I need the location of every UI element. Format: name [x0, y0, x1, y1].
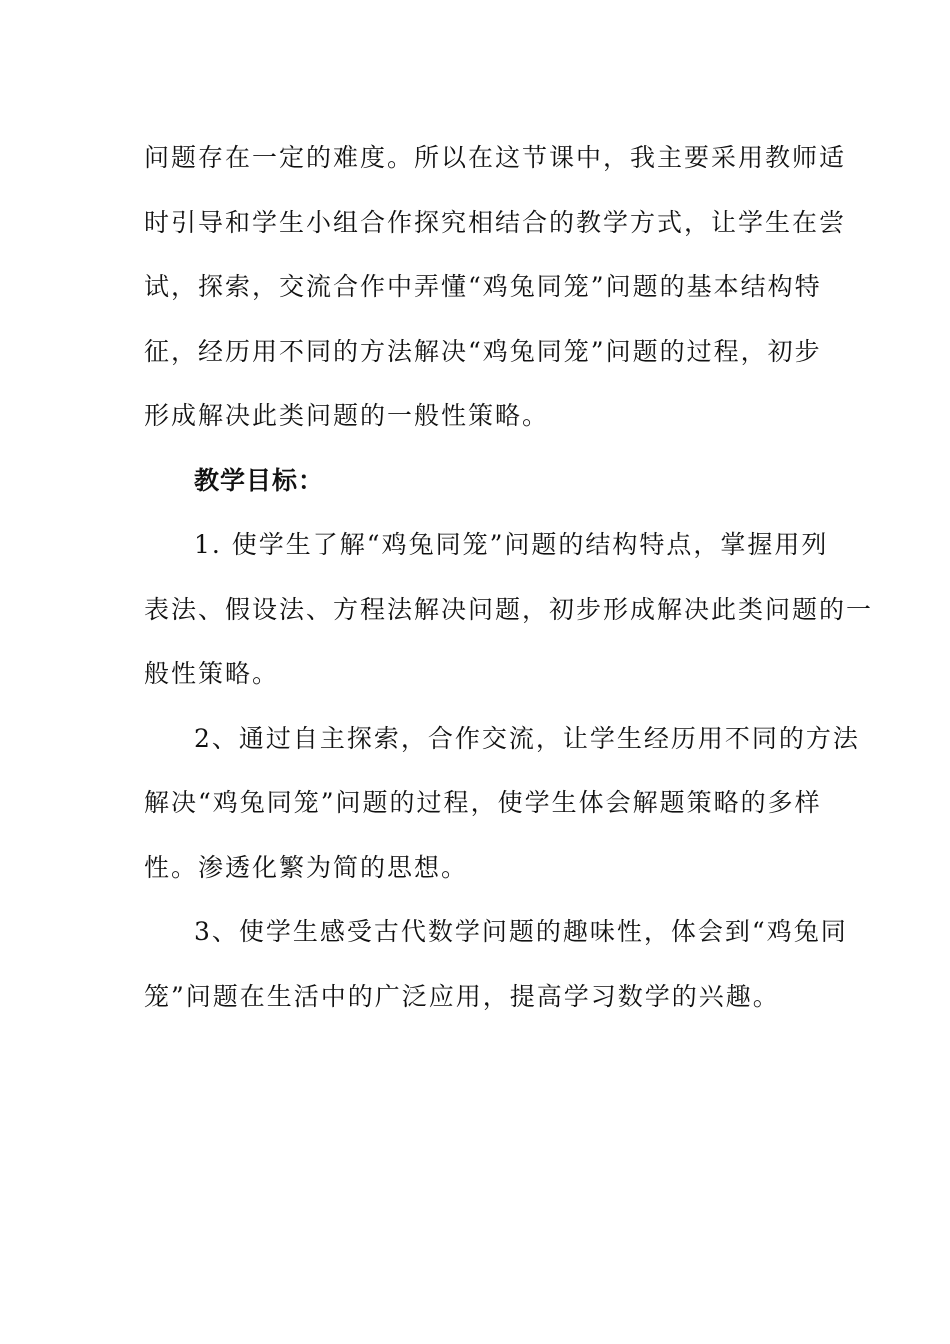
- paragraph-line: 1. 使学生了解“鸡兔同笼”问题的结构特点，掌握用列: [194, 530, 829, 559]
- paragraph-line: 形成解决此类问题的一般性策略。: [144, 401, 550, 430]
- goal-item-1: [144, 513, 874, 707]
- paragraph-line: 问题存在一定的难度。所以在这节课中，我主要采用教师适: [144, 143, 847, 172]
- document-body: [144, 126, 874, 1029]
- paragraph-line: 般性策略。: [144, 659, 280, 688]
- intro-paragraph: [144, 126, 847, 449]
- section-heading: 教学目标：: [194, 465, 325, 495]
- paragraph-line: 3、使学生感受古代数学问题的趣味性，体会到“鸡兔同: [194, 917, 848, 946]
- paragraph-line: 2、通过自主探索，合作交流，让学生经历用不同的方法: [194, 723, 860, 753]
- paragraph-line: 征，经历用不同的方法解决“鸡兔同笼”问题的过程，初步: [144, 336, 822, 366]
- paragraph-line: 性。渗透化繁为简的思想。: [144, 852, 469, 882]
- paragraph-line: 时引导和学生小组合作探究相结合的教学方式，让学生在尝: [144, 207, 847, 237]
- paragraph-line: 解决“鸡兔同笼”问题的过程，使学生体会解题策略的多样: [144, 788, 822, 817]
- paragraph-line: 试，探索，交流合作中弄懂“鸡兔同笼”问题的基本结构特: [144, 272, 822, 301]
- goal-item-3: [144, 900, 848, 1029]
- paragraph-line: 笼”问题在生活中的广泛应用，提高学习数学的兴趣。: [144, 981, 780, 1011]
- paragraph-line: 表法、假设法、方程法解决问题，初步形成解决此类问题的一: [144, 594, 874, 624]
- goal-item-2: [144, 707, 860, 901]
